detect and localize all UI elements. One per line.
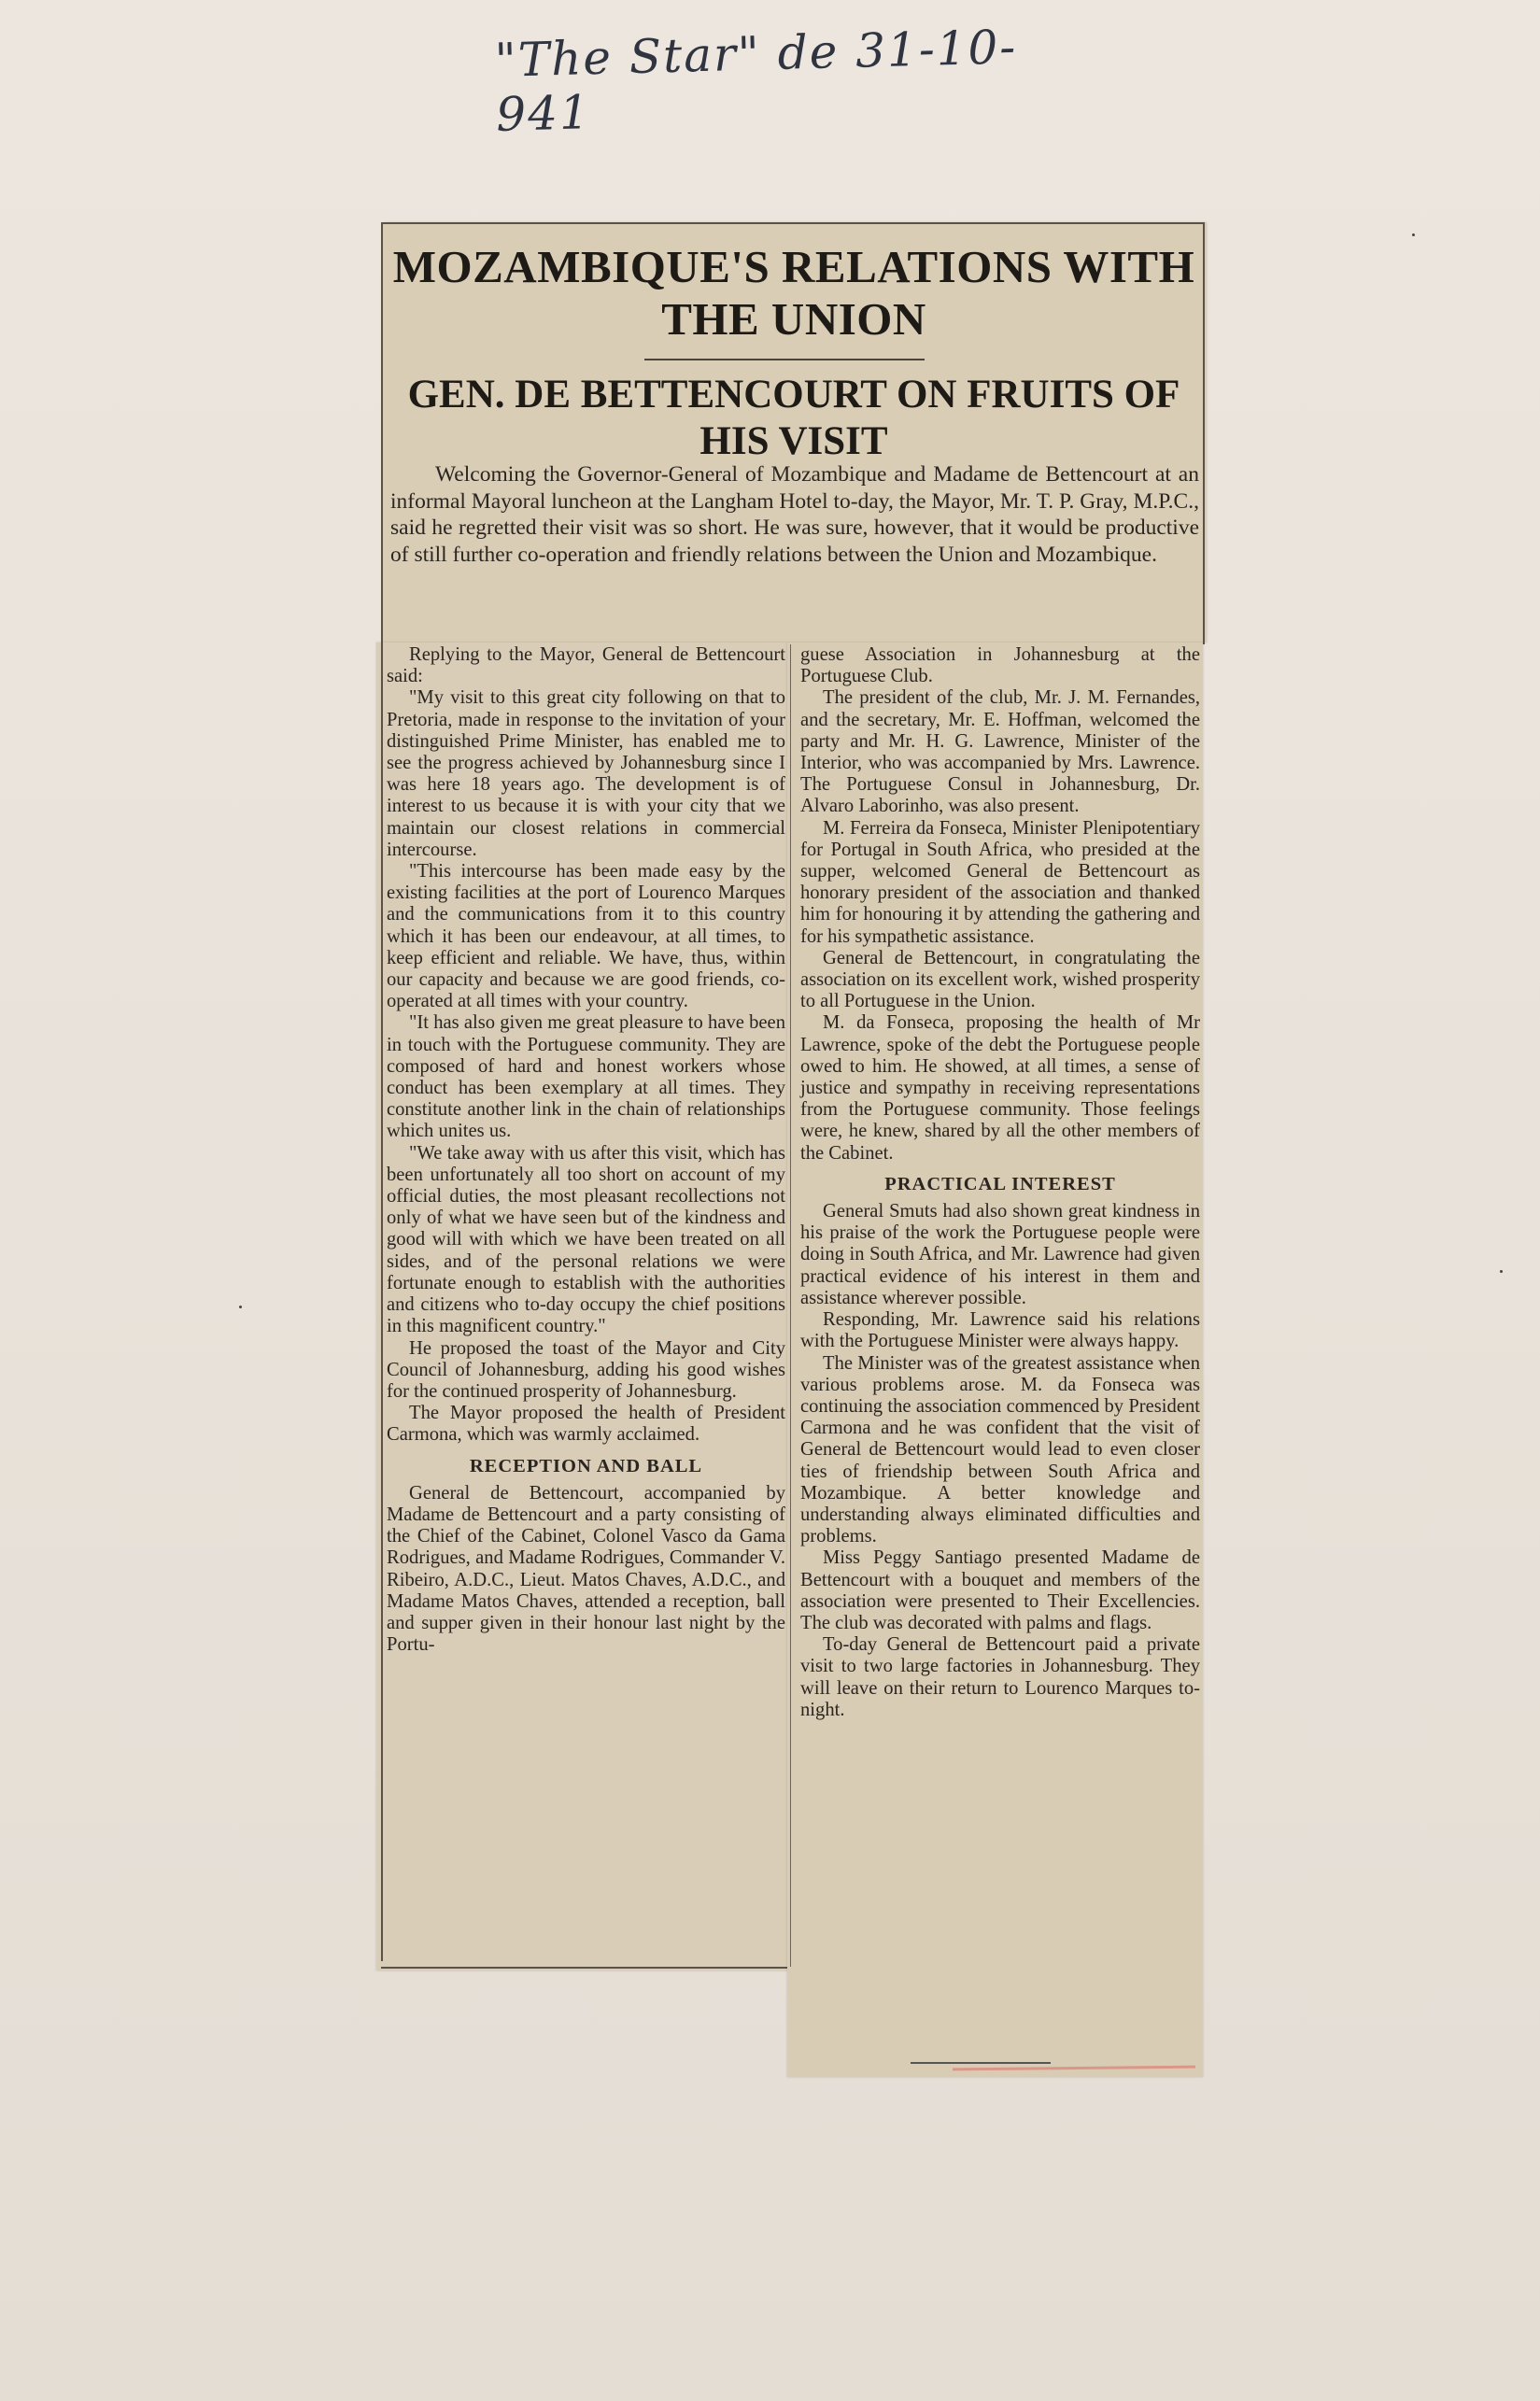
article-paragraph: General de Bettencourt, accompanied by Madame de Bettencourt and a party consisting of the Chief of the Cabinet, Colonel Vasco da Gama Rodrigues, and Madame Rodrigues, Commander V. Ribeiro, A.D.C., Lieut. Matos Chaves, A.D.C., and Madame Matos Chaves, attended a reception, ball and supper given in their honour last night by the Portu- bbox=[387, 1482, 785, 1656]
article-paragraph: "My visit to this great city following on that to Pretoria, made in response to the invitation of your distinguished Prime Minister, has enabled me to see the progress achieved by Johannesburg since I was here 18 years ago. The development is of interest to us because it is with your city that we maintain our closest relations in commercial intercourse. bbox=[387, 687, 785, 860]
article-paragraph: Responding, Mr. Lawrence said his relations with the Portuguese Minister were always happy. bbox=[800, 1309, 1200, 1352]
article-paragraph: guese Association in Johannesburg at the Portuguese Club. bbox=[800, 644, 1200, 687]
article-paragraph: The Minister was of the greatest assistance when various problems arose. M. da Fonseca was continuing the association commenced by President Carmona and he was confident that the visit of General de Bettencourt would lead to even closer ties of friendship between South Africa and Mozambique. A better knowledge and understanding always eliminated difficulties and problems. bbox=[800, 1352, 1200, 1547]
article-paragraph: The Mayor proposed the health of President Carmona, which was warmly acclaimed. bbox=[387, 1403, 785, 1446]
headline-separator-rule bbox=[644, 359, 925, 360]
article-paragraph: M. Ferreira da Fonseca, Minister Plenipotentiary for Portugal in South Africa, who presided at the supper, welcomed General de Bettencourt as honorary president of the association and thanked him for honouring it by attending the gathering and for his sympathetic assistance. bbox=[800, 817, 1200, 947]
article-paragraph: To-day General de Bettencourt paid a private visit to two large factories in Johannesburg. They will leave on their return to Lourenco Marques to-night. bbox=[800, 1634, 1200, 1720]
column-divider bbox=[790, 644, 791, 1967]
article-paragraph: Replying to the Mayor, General de Bettencourt said: bbox=[387, 644, 785, 687]
handwritten-annotation: "The Star" de 31-10-941 bbox=[494, 20, 1018, 142]
clipping-border-top bbox=[381, 222, 1205, 224]
article-headline: MOZAMBIQUE'S RELATIONS WITH THE UNION bbox=[392, 241, 1195, 345]
article-paragraph: General Smuts had also shown great kindness in his praise of the work the Portuguese people were doing in South Africa, and Mr. Lawrence had given practical evidence of his interest in them and assistance wherever possible. bbox=[800, 1201, 1200, 1308]
article-lead-paragraph: Welcoming the Governor-General of Mozambique and Madame de Bettencourt at an informal Mayoral luncheon at the Langham Hotel to-day, the Mayor, Mr. T. P. Gray, M.P.C., said he regretted their visit was so short. He was sure, however, that it would be productive of still further co-operation and friendly relations between the Union and Mozambique. bbox=[390, 462, 1199, 567]
article-paragraph: "We take away with us after this visit, which has been unfortunately all too short on account of my official duties, the most pleasant recollections not only of what we have seen but of the kindness and good will with which we have been treated on all sides, and of the personal relations we were fortunate enough to establish with the authorities and citizens who to-day occupy the chief positions in this magnificent country." bbox=[387, 1142, 785, 1337]
section-heading: RECEPTION AND BALL bbox=[469, 1455, 703, 1476]
article-left-column bbox=[387, 644, 785, 1656]
paper-speck bbox=[1500, 1270, 1503, 1273]
section-heading: PRACTICAL INTEREST bbox=[884, 1173, 1116, 1194]
article-end-rule bbox=[911, 2062, 1051, 2064]
article-right-column bbox=[800, 644, 1200, 1721]
clipping-border-left bbox=[381, 224, 383, 1961]
article-paragraph: "It has also given me great pleasure to have been in touch with the Portuguese community. They are composed of hard and honest workers whose conduct has been exemplary at all times. They constitute another link in the chain of relationships which unites us. bbox=[387, 1012, 785, 1142]
article-paragraph: The president of the club, Mr. J. M. Fernandes, and the secretary, Mr. E. Hoffman, welcomed the party and Mr. H. G. Lawrence, Minister of the Interior, who was accompanied by Mrs. Lawrence. The Portuguese Consul in Johannesburg, Dr. Alvaro Laborinho, was also present. bbox=[800, 687, 1200, 817]
paper-speck bbox=[1412, 233, 1415, 236]
article-paragraph: He proposed the toast of the Mayor and City Council of Johannesburg, adding his good wishes for the continued prosperity of Johannesburg. bbox=[387, 1337, 785, 1402]
article-paragraph: General de Bettencourt, in congratulating the association on its excellent work, wished prosperity to all Portuguese in the Union. bbox=[800, 947, 1200, 1012]
clipping-border-right bbox=[1203, 224, 1205, 644]
article-paragraph: "This intercourse has been made easy by the existing facilities at the port of Lourenco Marques and the communications from it to this country which it has been our endeavour, at all times, to keep efficient and reliable. We have, thus, within our capacity and because we are good friends, co-operated at all times with your country. bbox=[387, 861, 785, 1012]
article-paragraph: Miss Peggy Santiago presented Madame de Bettencourt with a bouquet and members of the association were presented to Their Excellencies. The club was decorated with palms and flags. bbox=[800, 1547, 1200, 1633]
article-paragraph: M. da Fonseca, proposing the health of Mr Lawrence, spoke of the debt the Portuguese people owed to him. He showed, at all times, a sense of justice and sympathy in receiving representations from the Portuguese community. Those feelings were, he knew, shared by all the other members of the Cabinet. bbox=[800, 1012, 1200, 1164]
left-column-end-rule bbox=[381, 1967, 787, 1969]
article-subheadline: GEN. DE BETTENCOURT ON FRUITS OF HIS VISIT bbox=[407, 373, 1180, 463]
paper-speck bbox=[239, 1306, 242, 1308]
